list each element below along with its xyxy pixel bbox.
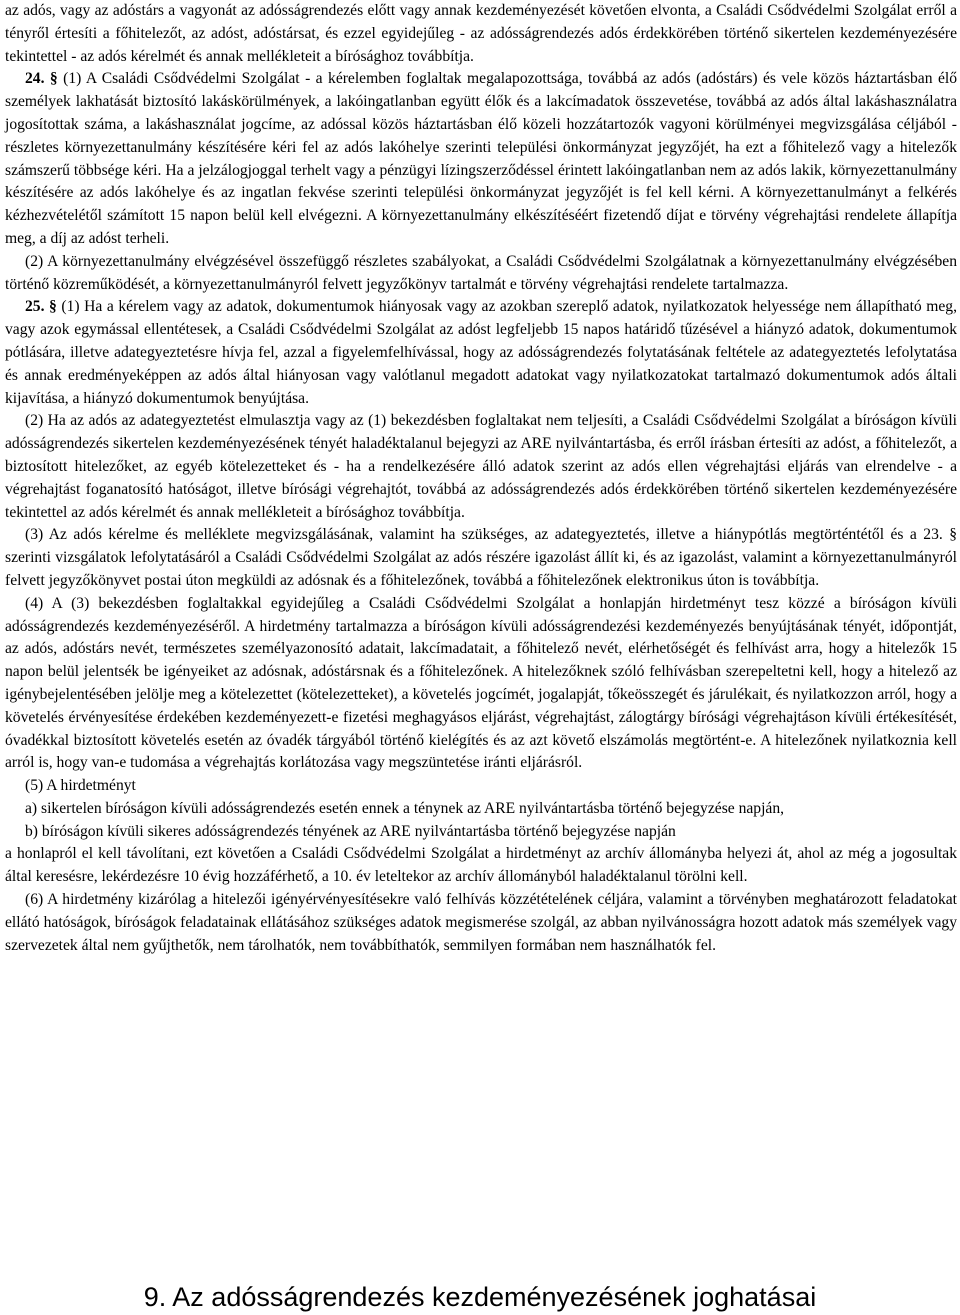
section-text: (1) Ha a kérelem vagy az adatok, dokumentumok hiányosak vagy az azokban szereplő adatok, nyilatkozatok helyessége nem állapítható meg, vagy azok egymással ellentétesek, a Családi Csődvédelmi Szolgálat az adóst legfeljebb 15 napos határidő tűzésével a hiányzó adatok, dokumentumok pótlására, illetve adategyeztetésre hívja fel, azzal a figyelemfelhívással, hogy az adósságrendezés folytatásának feltétele az adategyeztetés lefolytatása és annak eredményeképpen az adós által hiányosan vagy valótlanul megadott adatokat vagy nyilatkozatokat tartalmazó dokumentumok adós általi kijavítása, a hiányzó dokumentumok benyújtása. bbox=[5, 298, 958, 407]
section-25-point-b: b) bíróságon kívüli sikeres adósságrendezés tényének az ARE nyilvántartásba történő bejegyzése napján bbox=[25, 822, 676, 840]
section-24-paragraph-1 bbox=[5, 68, 957, 250]
section-text: (1) A Családi Csődvédelmi Szolgálat - a kérelemben foglaltak megalapozottsága, továbbá az adós (adóstárs) és vele közös háztartásban élő személyek lakhatását biztosító lakáskörülmények, a lakóingatlanban együtt élők és a lakcímadatok összevetése, továbbá az adós által lakáshasználatra jogosítottak száma, a lakáshasználat jogcíme, az adóssal közös háztartásban élő közeli hozzátartozók vagyoni körülményei megvizsgálása céljából - részletes környezettanulmány készítésére kéri fel az adós lakóhelye szerinti települési önkormányzat jegyzőjét, ha ezt a főhitelező vagy a hitelezők számszerű többsége kéri. Ha a jelzálogjoggal terhelt vagy a pénzügyi lízingszerződéssel érintett lakóingatlanban nem az adós lakik, környezettanulmány készítésére az adós lakóhelye és az ingatlan fekvése szerinti települési önkormányzat jegyzőjét is fel kell kérni. A környezettanulmányt a felkérés kézhezvételétől számított 15 napon belül kell elvégezni. A környezettanulmány elkészítéséért fizetendő díjat e törvény végrehajtási rendelete állapítja meg, a díj az adóst terheli. bbox=[5, 70, 957, 247]
section-25-paragraph-6: (6) A hirdetmény kizárólag a hitelezői igényérvényesítésekre való felhívás közzétételének céljára, valamint a törvényben meghatározott feladatokat ellátó hatóságok, bíróságok feladatainak ellátásához szükséges adatok megismerése szolgál, az abban nyilvánosságra hozott adatok más személyek vagy szervezetek által nem gyűjthetők, nem tárolhatók, nem továbbíthatók, semmilyen formában nem használhatók fel. bbox=[5, 891, 957, 954]
section-25-paragraph-3: (3) Az adós kérelme és melléklete megvizsgálásának, valamint ha szükséges, az adategyeztetés, illetve a hiánypótlás megtörténtétől és a 23. § szerinti vizsgálatok lefolytatásáról a Családi Csődvédelmi Szolgálat az adós részére igazolást állít ki, és az igazolást, valamint a környezettanulmányról felvett jegyzőkönyvet postai úton megküldi az adósnak és a főhitelezőnek, továbbá a főhitelezőnek elektronikus úton is továbbítja. bbox=[5, 526, 957, 589]
continuation-paragraph: az adós, vagy az adóstárs a vagyonát az adósságrendezés előtt vagy annak kezdeményezését követően elvonta, a Családi Csődvédelmi Szolgálat erről a tényről értesíti a főhitelezőt, az adóst, adóstársat, és ezzel egyidejűleg - az adósságrendezés adós érdekkörében történő sikertelen kezdeményezésére tekintettel - az adós kérelmét és annak mellékleteit a bírósághoz továbbítja. bbox=[5, 2, 957, 65]
section-25-paragraph-2: (2) Ha az adós az adategyeztetést elmulasztja vagy az (1) bekezdésben foglaltakat nem teljesíti, a Családi Csődvédelmi Szolgálat a bíróságon kívüli adósságrendezés sikertelen kezdeményezésének tényét haladéktalanul bejegyzi az ARE nyilvántartásba, és erről írásban értesíti az adóst, a főhitelezőt, a biztosított hitelezőket, az egyéb kötelezetteket és - ha a rendelkezésére álló adatok szerint az adós ellen végrehajtási eljárás van elrendelve - a végrehajtást foganatosító hatóságot, illetve bírósági végrehajtót, továbbá az adósságrendezés adós érdekkörében történő sikertelen kezdeményezésére tekintettel az adós kérelmét és annak mellékleteit a bírósághoz továbbítja. bbox=[5, 412, 957, 521]
section-25-paragraph-1 bbox=[5, 296, 957, 410]
section-25-paragraph-5-closing: a honlapról el kell távolítani, ezt követően a Családi Csődvédelmi Szolgálat a hirdetményt az archív állományba helyezi át, ahol az még a jogosultak által keresésre, lekérdezésre 10 évig hozzáférhető, a 10. év leteltekor az archív állományból haladéktalanul törölni kell. bbox=[5, 845, 957, 886]
chapter-heading: 9. Az adósságrendezés kezdeményezésének joghatásai bbox=[143, 1282, 817, 1312]
section-number: 25. § bbox=[25, 298, 57, 316]
section-number: 24. § bbox=[25, 70, 58, 88]
section-24-paragraph-2: (2) A környezettanulmány elvégzésével összefüggő részletes szabályokat, a Családi Csődvédelmi Szolgálatnak a környezettanulmány elvégzésében történő közreműködését, a környezettanulmányról felvett jegyzőkönyv tartalmát e törvény végrehajtási rendelete tartalmazza. bbox=[5, 252, 957, 293]
section-25-paragraph-4: (4) A (3) bekezdésben foglaltakkal egyidejűleg a Családi Csődvédelmi Szolgálat a honlapján hirdetményt tesz közzé a bíróságon kívüli adósságrendezés kezdeményezéséről. A hirdetmény tartalmazza a bíróságon kívüli adósságrendezési kezdeményezés benyújtásának tényét, időpontját, az adós, adóstárs nevét, természetes személyazonosító adatait, lakcímadatait, a főhitelező nevét, elérhetőségét és felhívást arra, hogy a hitelezők 15 napon belül jelentsék be igényeiket az adósnak, adóstársnak és a főhitelezőnek. A hitelezőknek szóló felhívásban szerepeltetni kell, hogy a hitelező az igénybejelentésében jelölje meg a kötelezettet (kötelezetteket), a követelés jogcímét, jogalapját, tőkeösszegét és járulékait, és nyilatkozzon arról, hogy a követelés érvényesítése érdekében kezdeményezett-e fizetési meghagyásos eljárást, végrehajtást, zálogtárgy bírósági végrehajtáson kívüli értékesítését, óvadékkal biztosított követelés esetén az óvadék tárgyából történő kielégítés és az azt követő elszámolás megtörtént-e. A hitelezőnek nyilatkoznia kell arról is, hogy van-e tudomása a végrehajtás korlátozása vagy megszüntetése iránti eljárásról. bbox=[5, 594, 957, 772]
section-25-point-a: a) sikertelen bíróságon kívüli adósságrendezés esetén ennek a ténynek az ARE nyilvántartásba történő bejegyzése napján, bbox=[25, 799, 785, 817]
section-25-paragraph-5: (5) A hirdetményt bbox=[25, 777, 136, 795]
